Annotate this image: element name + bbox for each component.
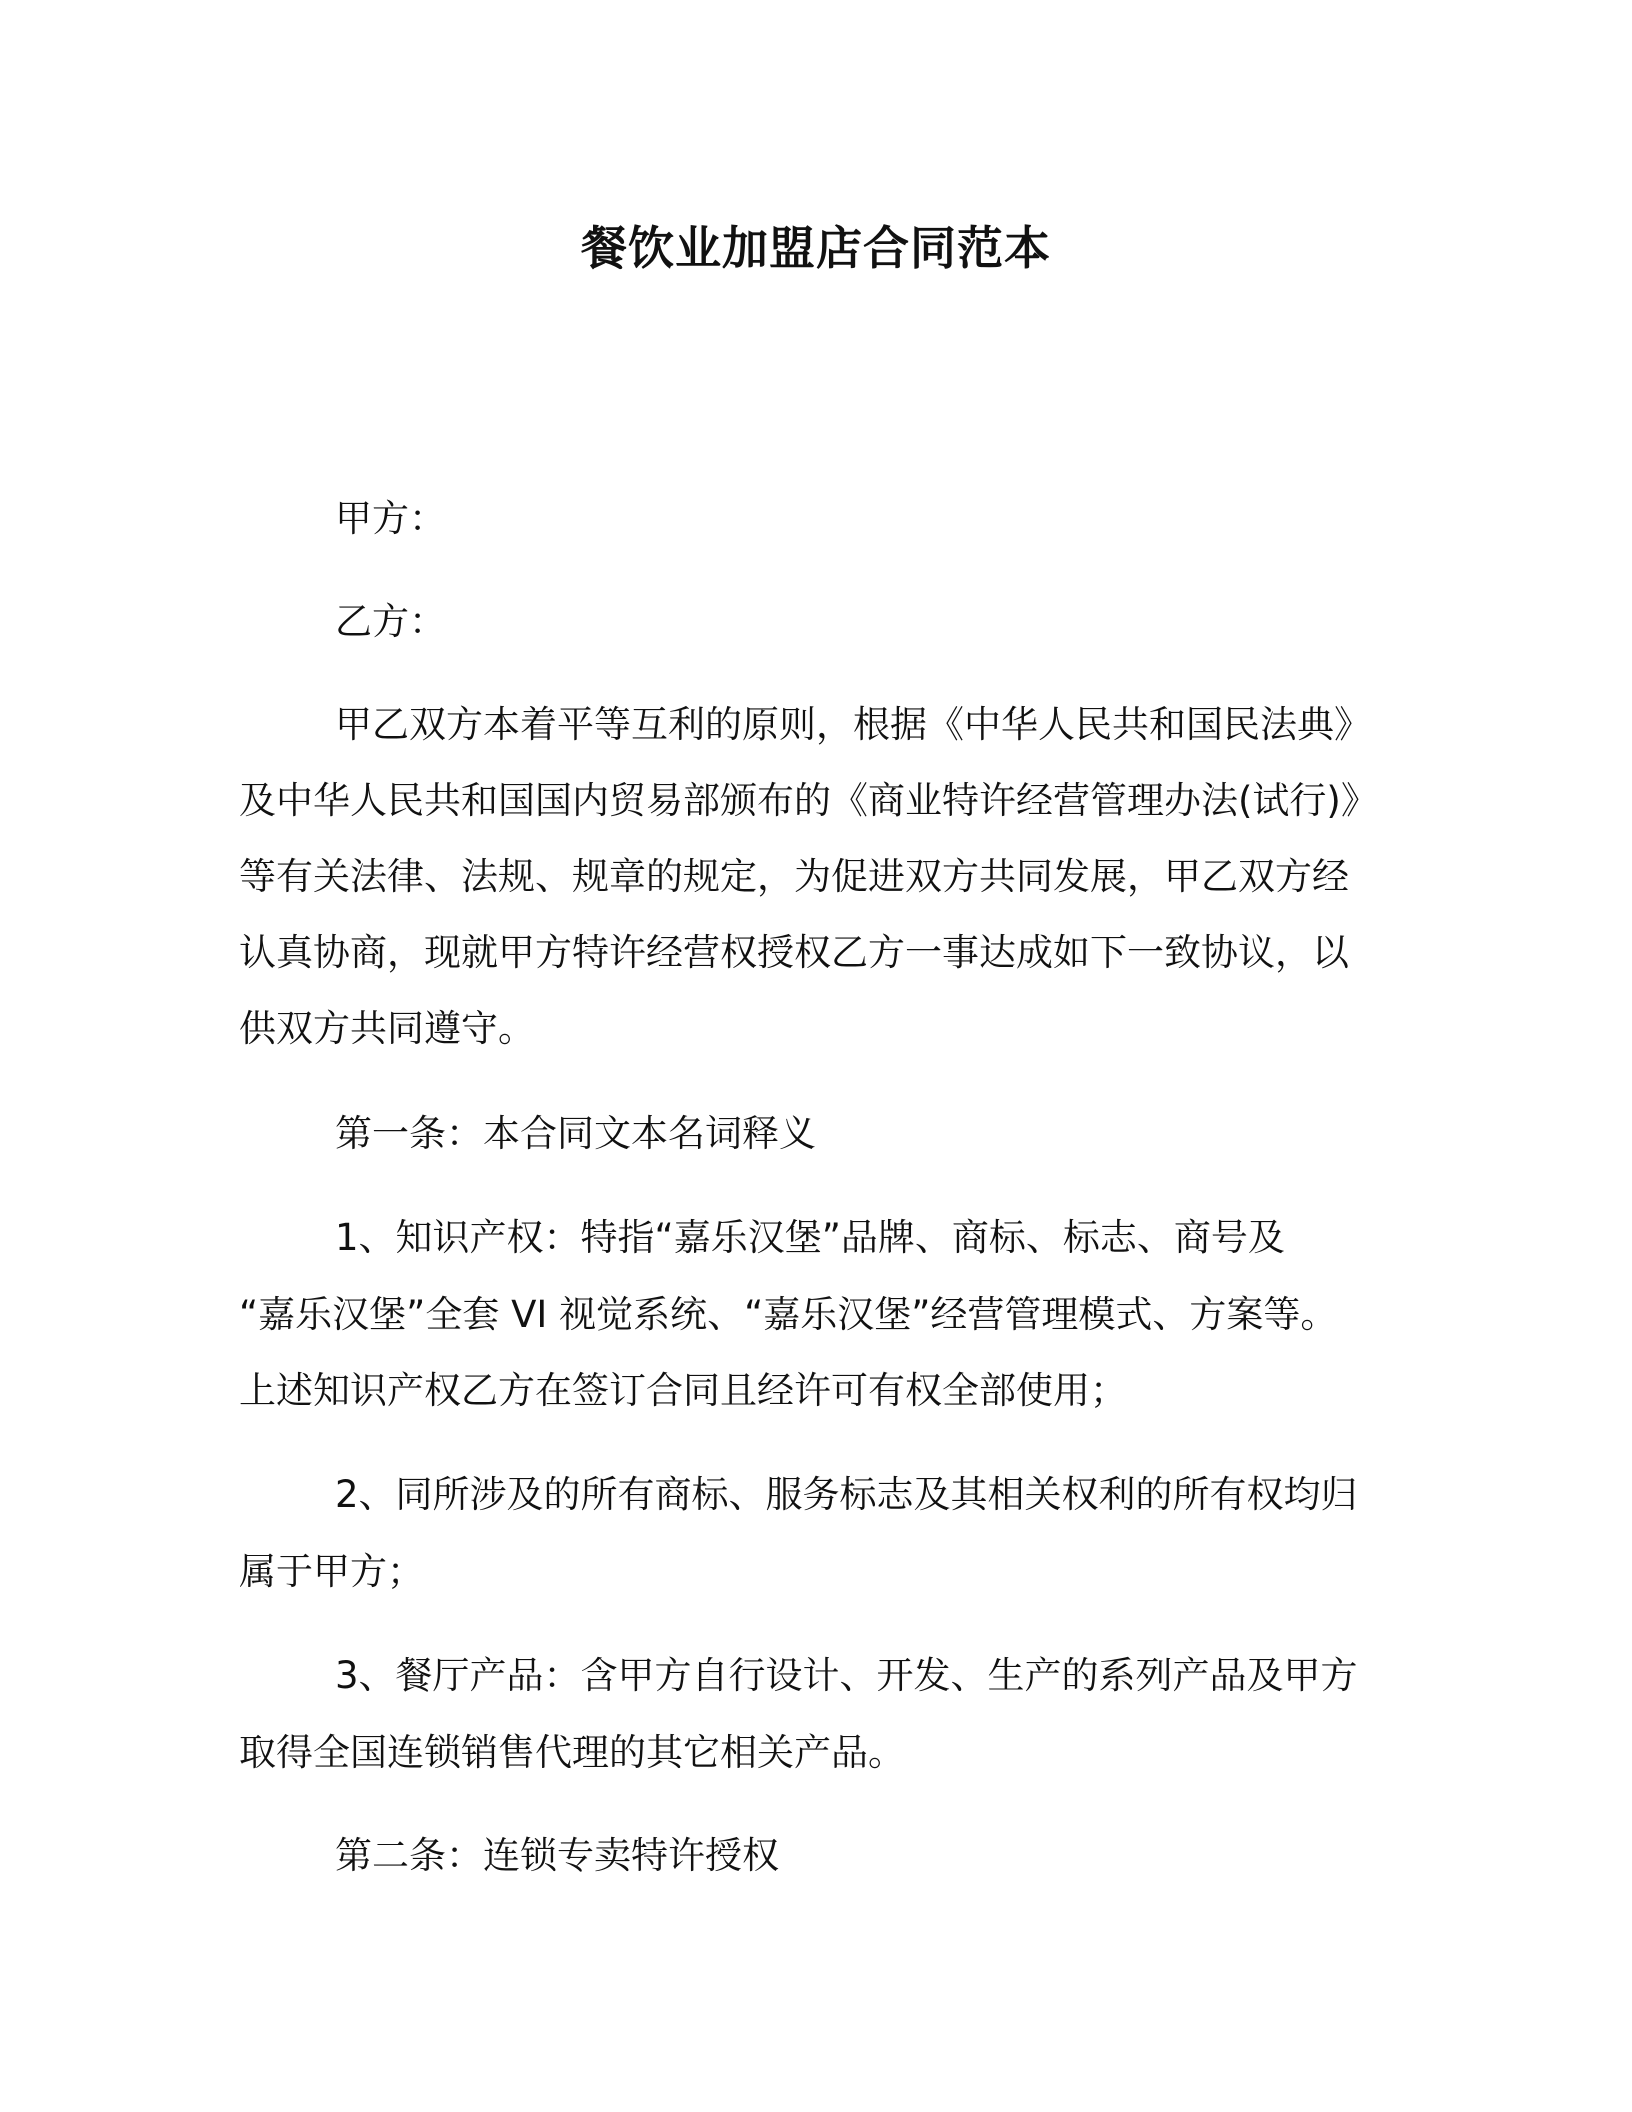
item-2-line: 2、同所涉及的所有商标、服务标志及其相关权利的所有权均归 <box>335 1473 1358 1516</box>
item-1-line: 1、知识产权：特指“嘉乐汉堡”品牌、商标、标志、商号及 <box>335 1216 1285 1259</box>
article-2-heading: 第二条：连锁专卖特许授权 <box>335 1834 779 1877</box>
item-2-line: 属于甲方； <box>239 1550 424 1593</box>
document-title: 餐饮业加盟店合同范本 <box>581 221 1051 275</box>
intro-line: 甲乙双方本着平等互利的原则，根据《中华人民共和国民法典》 <box>335 703 1371 746</box>
item-1-line: “嘉乐汉堡”全套 VI 视觉系统、“嘉乐汉堡”经营管理模式、方案等。 <box>239 1293 1338 1336</box>
article-1-heading: 第一条：本合同文本名词释义 <box>335 1112 816 1155</box>
item-3-line: 取得全国连锁销售代理的其它相关产品。 <box>239 1731 905 1774</box>
intro-line: 供双方共同遵守。 <box>239 1007 535 1050</box>
party-b-label: 乙方： <box>335 600 446 643</box>
intro-line: 等有关法律、法规、规章的规定，为促进双方共同发展，甲乙双方经 <box>239 855 1349 898</box>
party-a-label: 甲方： <box>335 497 446 540</box>
item-3-line: 3、餐厅产品：含甲方自行设计、开发、生产的系列产品及甲方 <box>335 1654 1358 1697</box>
item-1-line: 上述知识产权乙方在签订合同且经许可有权全部使用； <box>239 1369 1127 1412</box>
intro-line: 及中华人民共和国国内贸易部颁布的《商业特许经营管理办法(试行)》 <box>239 779 1378 822</box>
intro-line: 认真协商，现就甲方特许经营权授权乙方一事达成如下一致协议，以 <box>239 931 1349 974</box>
